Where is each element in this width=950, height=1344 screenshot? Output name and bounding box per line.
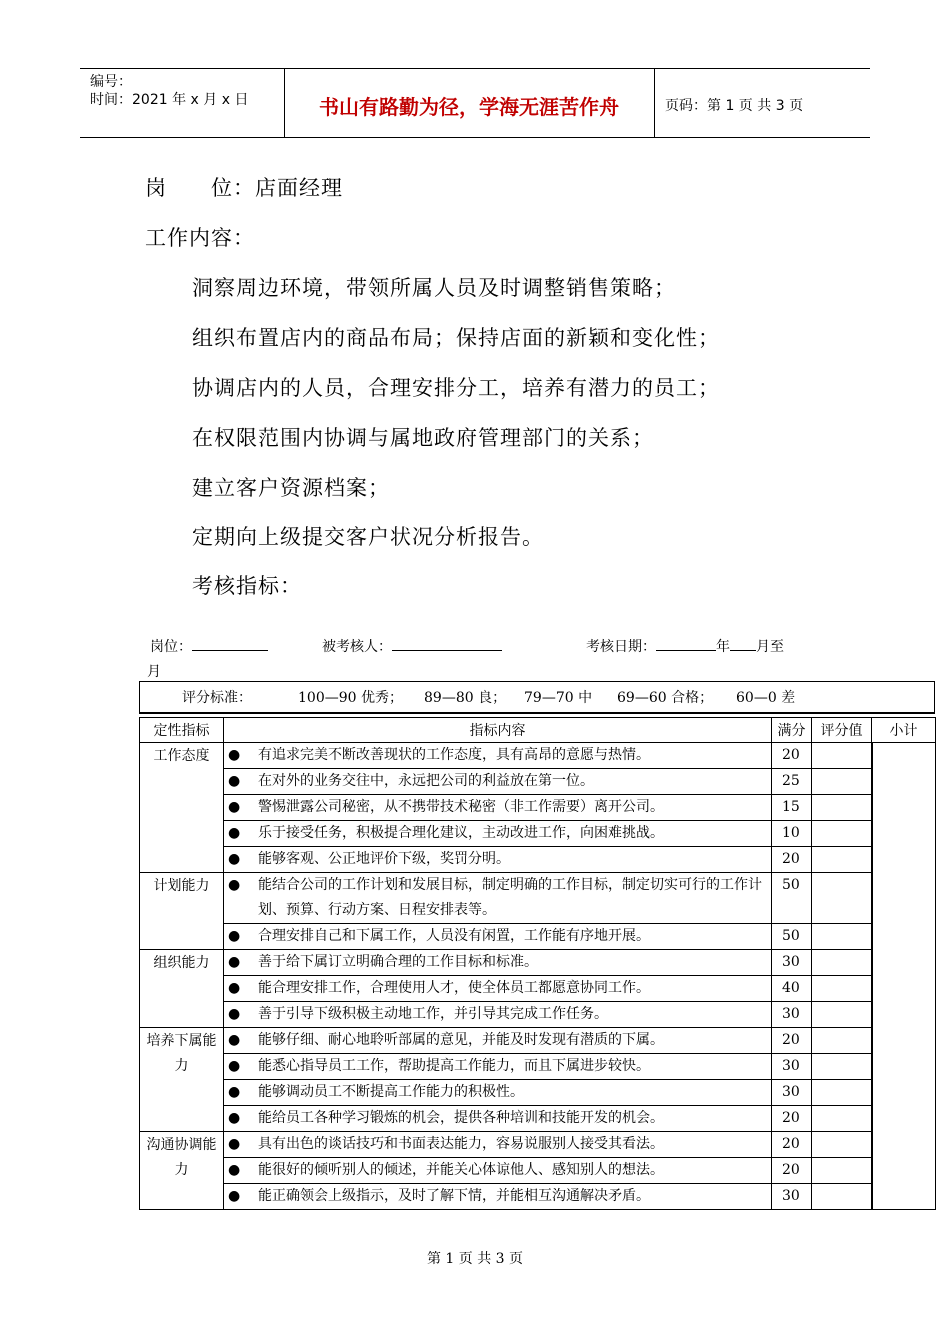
table-row xyxy=(140,1054,936,1080)
month-to-label: 月至 xyxy=(756,639,784,655)
content-label: 工作内容： xyxy=(145,226,255,250)
assessment-label: 考核指标： xyxy=(192,574,302,598)
bullet-icon: ● xyxy=(228,1006,241,1022)
rating-cell[interactable] xyxy=(812,847,872,873)
assessee-label: 被考核人： xyxy=(322,639,392,655)
bullet-icon: ● xyxy=(228,773,241,789)
bullet-icon: ● xyxy=(228,1058,241,1074)
indicator-text: 能够客观、公正地评价下级，奖罚分明。 xyxy=(258,851,510,867)
bullet-icon: ● xyxy=(228,928,241,944)
header-full-score: 满分 xyxy=(772,718,812,743)
indicator-cell xyxy=(224,1002,772,1028)
full-score-cell: 30 xyxy=(772,1054,812,1080)
category-cell: 工作态度 xyxy=(140,743,224,873)
full-score-cell: 30 xyxy=(772,1080,812,1106)
indicator-cell xyxy=(224,743,772,769)
scoring-standard xyxy=(139,681,935,714)
duty-item: 在权限范围内协调与属地政府管理部门的关系； xyxy=(192,426,654,450)
form-post xyxy=(150,636,268,656)
full-score-cell: 20 xyxy=(772,743,812,769)
category-cell: 沟通协调能力 xyxy=(140,1132,224,1210)
duty-item: 洞察周边环境，带领所属人员及时调整销售策略； xyxy=(192,276,676,300)
table-row xyxy=(140,1080,936,1106)
header-rating: 评分值 xyxy=(812,718,872,743)
header-category: 定性指标 xyxy=(140,718,224,743)
rating-cell[interactable] xyxy=(812,743,872,769)
indicator-cell xyxy=(224,1158,772,1184)
full-score-cell: 20 xyxy=(772,1028,812,1054)
category-cell: 计划能力 xyxy=(140,873,224,950)
header-meta xyxy=(90,73,248,109)
table-row xyxy=(140,821,936,847)
time-label: 时间：2021 年 x 月 x 日 xyxy=(90,92,249,108)
category-cell: 培养下属能力 xyxy=(140,1028,224,1132)
standard-level: 89—80 良； xyxy=(424,690,507,706)
month-label: 月 xyxy=(147,664,161,680)
standard-level: 79—70 中 xyxy=(524,690,593,706)
rating-cell[interactable] xyxy=(812,795,872,821)
rating-cell[interactable] xyxy=(812,1054,872,1080)
indicator-cell xyxy=(224,1080,772,1106)
rating-cell[interactable] xyxy=(812,1080,872,1106)
table-row xyxy=(140,743,936,769)
full-score-cell: 50 xyxy=(772,924,812,950)
bullet-icon: ● xyxy=(228,825,241,841)
rating-cell[interactable] xyxy=(812,1184,872,1210)
subtotal-cell[interactable] xyxy=(872,743,936,1210)
year-blank[interactable] xyxy=(656,636,716,651)
duty-item: 定期向上级提交客户状况分析报告。 xyxy=(192,525,544,549)
duty-item: 协调店内的人员，合理安排分工，培养有潜力的员工； xyxy=(192,376,720,400)
indicator-cell xyxy=(224,976,772,1002)
post-blank[interactable] xyxy=(192,636,268,651)
rating-cell[interactable] xyxy=(812,769,872,795)
full-score-cell: 15 xyxy=(772,795,812,821)
rating-cell[interactable] xyxy=(812,1158,872,1184)
indicator-text: 能给员工各种学习锻炼的机会，提供各种培训和技能开发的机会。 xyxy=(258,1110,664,1126)
table-row xyxy=(140,924,936,950)
table-row xyxy=(140,769,936,795)
table-row xyxy=(140,1132,936,1158)
indicator-cell xyxy=(224,847,772,873)
indicator-cell xyxy=(224,1028,772,1054)
full-score-cell: 20 xyxy=(772,1132,812,1158)
full-score-cell: 30 xyxy=(772,1184,812,1210)
header-subtotal: 小计 xyxy=(872,718,936,743)
indicator-table xyxy=(139,717,936,1210)
indicator-cell xyxy=(224,769,772,795)
indicator-cell xyxy=(224,924,772,950)
rating-cell[interactable] xyxy=(812,1028,872,1054)
table-row xyxy=(140,1106,936,1132)
full-score-cell: 50 xyxy=(772,873,812,924)
bullet-icon: ● xyxy=(228,980,241,996)
full-score-cell: 25 xyxy=(772,769,812,795)
duty-item: 建立客户资源档案； xyxy=(192,476,390,500)
table-row xyxy=(140,950,936,976)
bullet-icon: ● xyxy=(228,747,241,763)
bullet-icon: ● xyxy=(228,1032,241,1048)
bullet-icon: ● xyxy=(228,954,241,970)
indicator-cell xyxy=(224,1054,772,1080)
rating-cell[interactable] xyxy=(812,950,872,976)
form-assessee xyxy=(322,636,502,656)
standard-level: 100—90 优秀； xyxy=(298,690,403,706)
position-line: 岗 位：店面经理 xyxy=(145,176,343,200)
full-score-cell: 30 xyxy=(772,1002,812,1028)
indicator-cell xyxy=(224,1106,772,1132)
rating-cell[interactable] xyxy=(812,1132,872,1158)
table-row xyxy=(140,1002,936,1028)
date-label: 考核日期： xyxy=(586,639,656,655)
full-score-cell: 20 xyxy=(772,847,812,873)
header-content: 指标内容 xyxy=(224,718,772,743)
full-score-cell: 10 xyxy=(772,821,812,847)
indicator-text: 能合理安排工作，合理使用人才，使全体员工都愿意协同工作。 xyxy=(258,980,650,996)
rating-cell[interactable] xyxy=(812,821,872,847)
rating-cell[interactable] xyxy=(812,924,872,950)
indicator-cell xyxy=(224,821,772,847)
bullet-icon: ● xyxy=(228,877,241,893)
table-row xyxy=(140,1184,936,1210)
assessment-table xyxy=(139,681,935,1210)
indicator-text: 能够调动员工不断提高工作能力的积极性。 xyxy=(258,1084,524,1100)
post-label: 岗位： xyxy=(150,639,192,655)
indicator-text: 能悉心指导员工工作，帮助提高工作能力，而且下属进步较快。 xyxy=(258,1058,650,1074)
bullet-icon: ● xyxy=(228,1136,241,1152)
indicator-text: 警惕泄露公司秘密，从不携带技术秘密（非工作需要）离开公司。 xyxy=(258,799,664,815)
header-divider xyxy=(654,69,655,137)
indicator-text: 善于给下属订立明确合理的工作目标和标准。 xyxy=(258,954,538,970)
page-footer: 第 1 页 共 3 页 xyxy=(426,1251,524,1267)
indicator-text: 能很好的倾听别人的倾述，并能关心体谅他人、感知别人的想法。 xyxy=(258,1162,664,1178)
rating-cell[interactable] xyxy=(812,976,872,1002)
year-label: 年 xyxy=(716,639,730,655)
indicator-text: 在对外的业务交往中，永远把公司的利益放在第一位。 xyxy=(258,773,594,789)
table-row xyxy=(140,847,936,873)
full-score-cell: 40 xyxy=(772,976,812,1002)
bullet-icon: ● xyxy=(228,851,241,867)
indicator-cell xyxy=(224,795,772,821)
full-score-cell: 20 xyxy=(772,1158,812,1184)
indicator-cell xyxy=(224,1132,772,1158)
bullet-icon: ● xyxy=(228,799,241,815)
standard-level: 69—60 合格； xyxy=(617,690,714,706)
rating-cell[interactable] xyxy=(812,873,872,924)
indicator-text: 能正确领会上级指示，及时了解下情，并能相互沟通解决矛盾。 xyxy=(258,1188,650,1204)
indicator-text: 善于引导下级积极主动地工作，并引导其完成工作任务。 xyxy=(258,1006,608,1022)
header-motto: 书山有路勤为径，学海无涯苦作舟 xyxy=(319,95,619,119)
indicator-cell xyxy=(224,1184,772,1210)
month-blank[interactable] xyxy=(730,636,756,651)
indicator-text: 乐于接受任务，积极提合理化建议，主动改进工作，向困难挑战。 xyxy=(258,825,664,841)
bullet-icon: ● xyxy=(228,1084,241,1100)
category-cell: 组织能力 xyxy=(140,950,224,1028)
header-page-number: 页码：第 1 页 共 3 页 xyxy=(665,98,804,114)
duty-item: 组织布置店内的商品布局；保持店面的新颖和变化性； xyxy=(192,326,720,350)
table-row xyxy=(140,873,936,924)
indicator-text: 具有出色的谈话技巧和书面表达能力，容易说服别人接受其看法。 xyxy=(258,1136,664,1152)
full-score-cell: 30 xyxy=(772,950,812,976)
indicator-text: 有追求完美不断改善现状的工作态度，具有高昂的意愿与热情。 xyxy=(258,747,650,763)
bullet-icon: ● xyxy=(228,1188,241,1204)
indicator-text: 能够仔细、耐心地聆听部属的意见，并能及时发现有潜质的下属。 xyxy=(258,1032,664,1048)
bullet-icon: ● xyxy=(228,1110,241,1126)
rating-cell[interactable] xyxy=(812,1002,872,1028)
indicator-text: 能结合公司的工作计划和发展目标，制定明确的工作目标，制定切实可行的工作计划、预算、行动方案、日程安排表等。 xyxy=(258,877,762,918)
indicator-cell xyxy=(224,950,772,976)
table-row xyxy=(140,795,936,821)
full-score-cell: 20 xyxy=(772,1106,812,1132)
form-date xyxy=(586,636,784,656)
standard-label: 评分标准： xyxy=(182,690,252,706)
table-row xyxy=(140,976,936,1002)
rating-cell[interactable] xyxy=(812,1106,872,1132)
page-header xyxy=(80,68,870,138)
table-row xyxy=(140,1158,936,1184)
table-row xyxy=(140,1028,936,1054)
bullet-icon: ● xyxy=(228,1162,241,1178)
indicator-text: 合理安排自己和下属工作，人员没有闲置，工作能有序地开展。 xyxy=(258,928,650,944)
number-label: 编号： xyxy=(90,74,132,90)
standard-level: 60—0 差 xyxy=(736,690,796,706)
assessee-blank[interactable] xyxy=(392,636,502,651)
indicator-cell xyxy=(224,873,772,924)
